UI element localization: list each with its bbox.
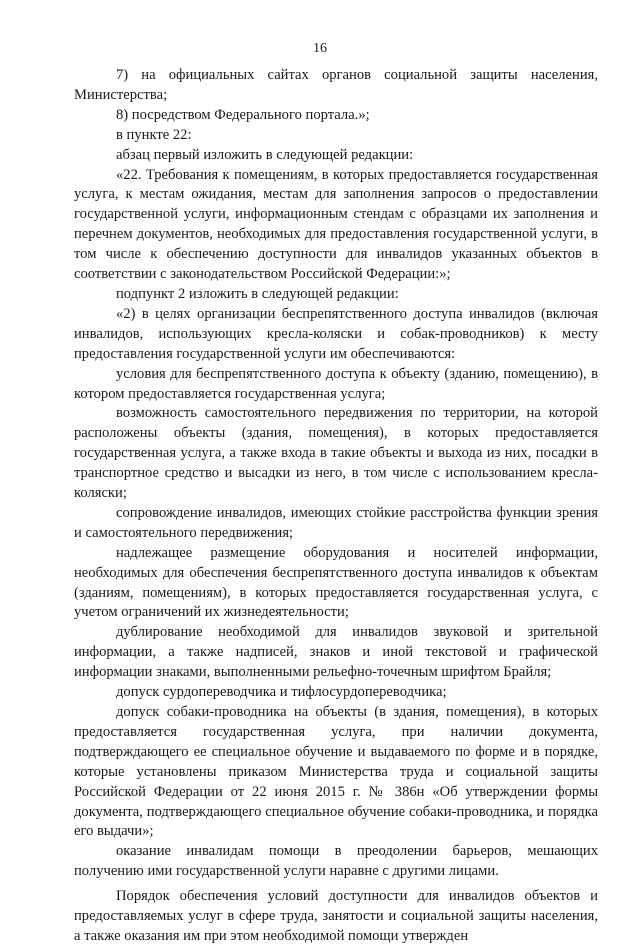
document-body: [74, 66, 598, 947]
paragraph: Порядок обеспечения условий доступности для инвалидов объектов и предоставляемых услуг в сфере труда, занятости и социальной защиты населения, а также оказания им при этом необходимой помощи утвержден: [74, 888, 598, 944]
paragraph: «2) в целях организации беспрепятственного доступа инвалидов (включая инвалидов, использующих кресла-коляски и собак-проводников) к месту предоставления государственной услуги им обеспечиваются:: [74, 305, 598, 362]
paragraph: дублирование необходимой для инвалидов звуковой и зрительной информации, а также надписей, знаков и иной текстовой и графической информации знаками, выполненными рельефно-точечным шрифтом Брайля;: [74, 624, 598, 681]
page-number: 16: [313, 41, 327, 56]
paragraph: 7) на официальных сайтах органов социальной защиты населения, Министерства;: [74, 67, 598, 103]
paragraph: «22. Требования к помещениям, в которых предоставляется государственная услуга, к местам ожидания, местам для заполнения запросов о предоставлении государственной услуги, информационным стендам с образцами их заполнения и перечнем документов, необходимых для предоставления государственной услуги, в том числе к обеспечению доступности для инвалидов указанных объектов в соответствии с законодательством Российской Федерации:»;: [74, 166, 598, 283]
paragraph: подпункт 2 изложить в следующей редакции:: [116, 285, 399, 302]
scan-artifact: ·: [324, 4, 327, 14]
paragraph: в пункте 22:: [116, 126, 192, 143]
paragraph: допуск сурдопереводчика и тифлосурдопереводчика;: [116, 684, 447, 701]
paragraph: допуск собаки-проводника на объекты (в здания, помещения), в которых предоставляется государственная услуга, при наличии документа, подтверждающего ее специальное обучение и выдаваемого по форме и в порядке, которые установлены приказом Министерства труда и социальной защиты Российской Федерации от 22 июня 2015 г. № 386н «Об утверждении формы документа, подтверждающего специальное обучение собаки-проводника, и порядка его выдачи»;: [74, 704, 598, 840]
paragraph: возможность самостоятельного передвижения по территории, на которой расположены объекты (здания, помещения), в которых предоставляется государственная услуга, а также входа в такие объекты и выхода из них, посадки в транспортное средство и высадки из него, в том числе с использованием кресла-коляски;: [74, 405, 598, 502]
paragraph: условия для беспрепятственного доступа к объекту (зданию, помещению), в котором предоставляется государственная услуга;: [74, 365, 598, 402]
paragraph: абзац первый изложить в следующей редакции:: [116, 146, 414, 163]
paragraph: надлежащее размещение оборудования и носителей информации, необходимых для обеспечения беспрепятственного доступа инвалидов к объектам (зданиям, помещениям), в которых предоставляется государственная услуга, с учетом ограничений их жизнедеятельности;: [74, 544, 598, 621]
paragraph: оказание инвалидам помощи в преодолении барьеров, мешающих получению ими государственной услуги наравне с другими лицами.: [74, 843, 598, 880]
paragraph: 8) посредством Федерального портала.»;: [116, 106, 370, 123]
paragraph: сопровождение инвалидов, имеющих стойкие расстройства функции зрения и самостоятельного передвижения;: [74, 504, 598, 541]
scan-artifact: ·: [306, 4, 309, 14]
